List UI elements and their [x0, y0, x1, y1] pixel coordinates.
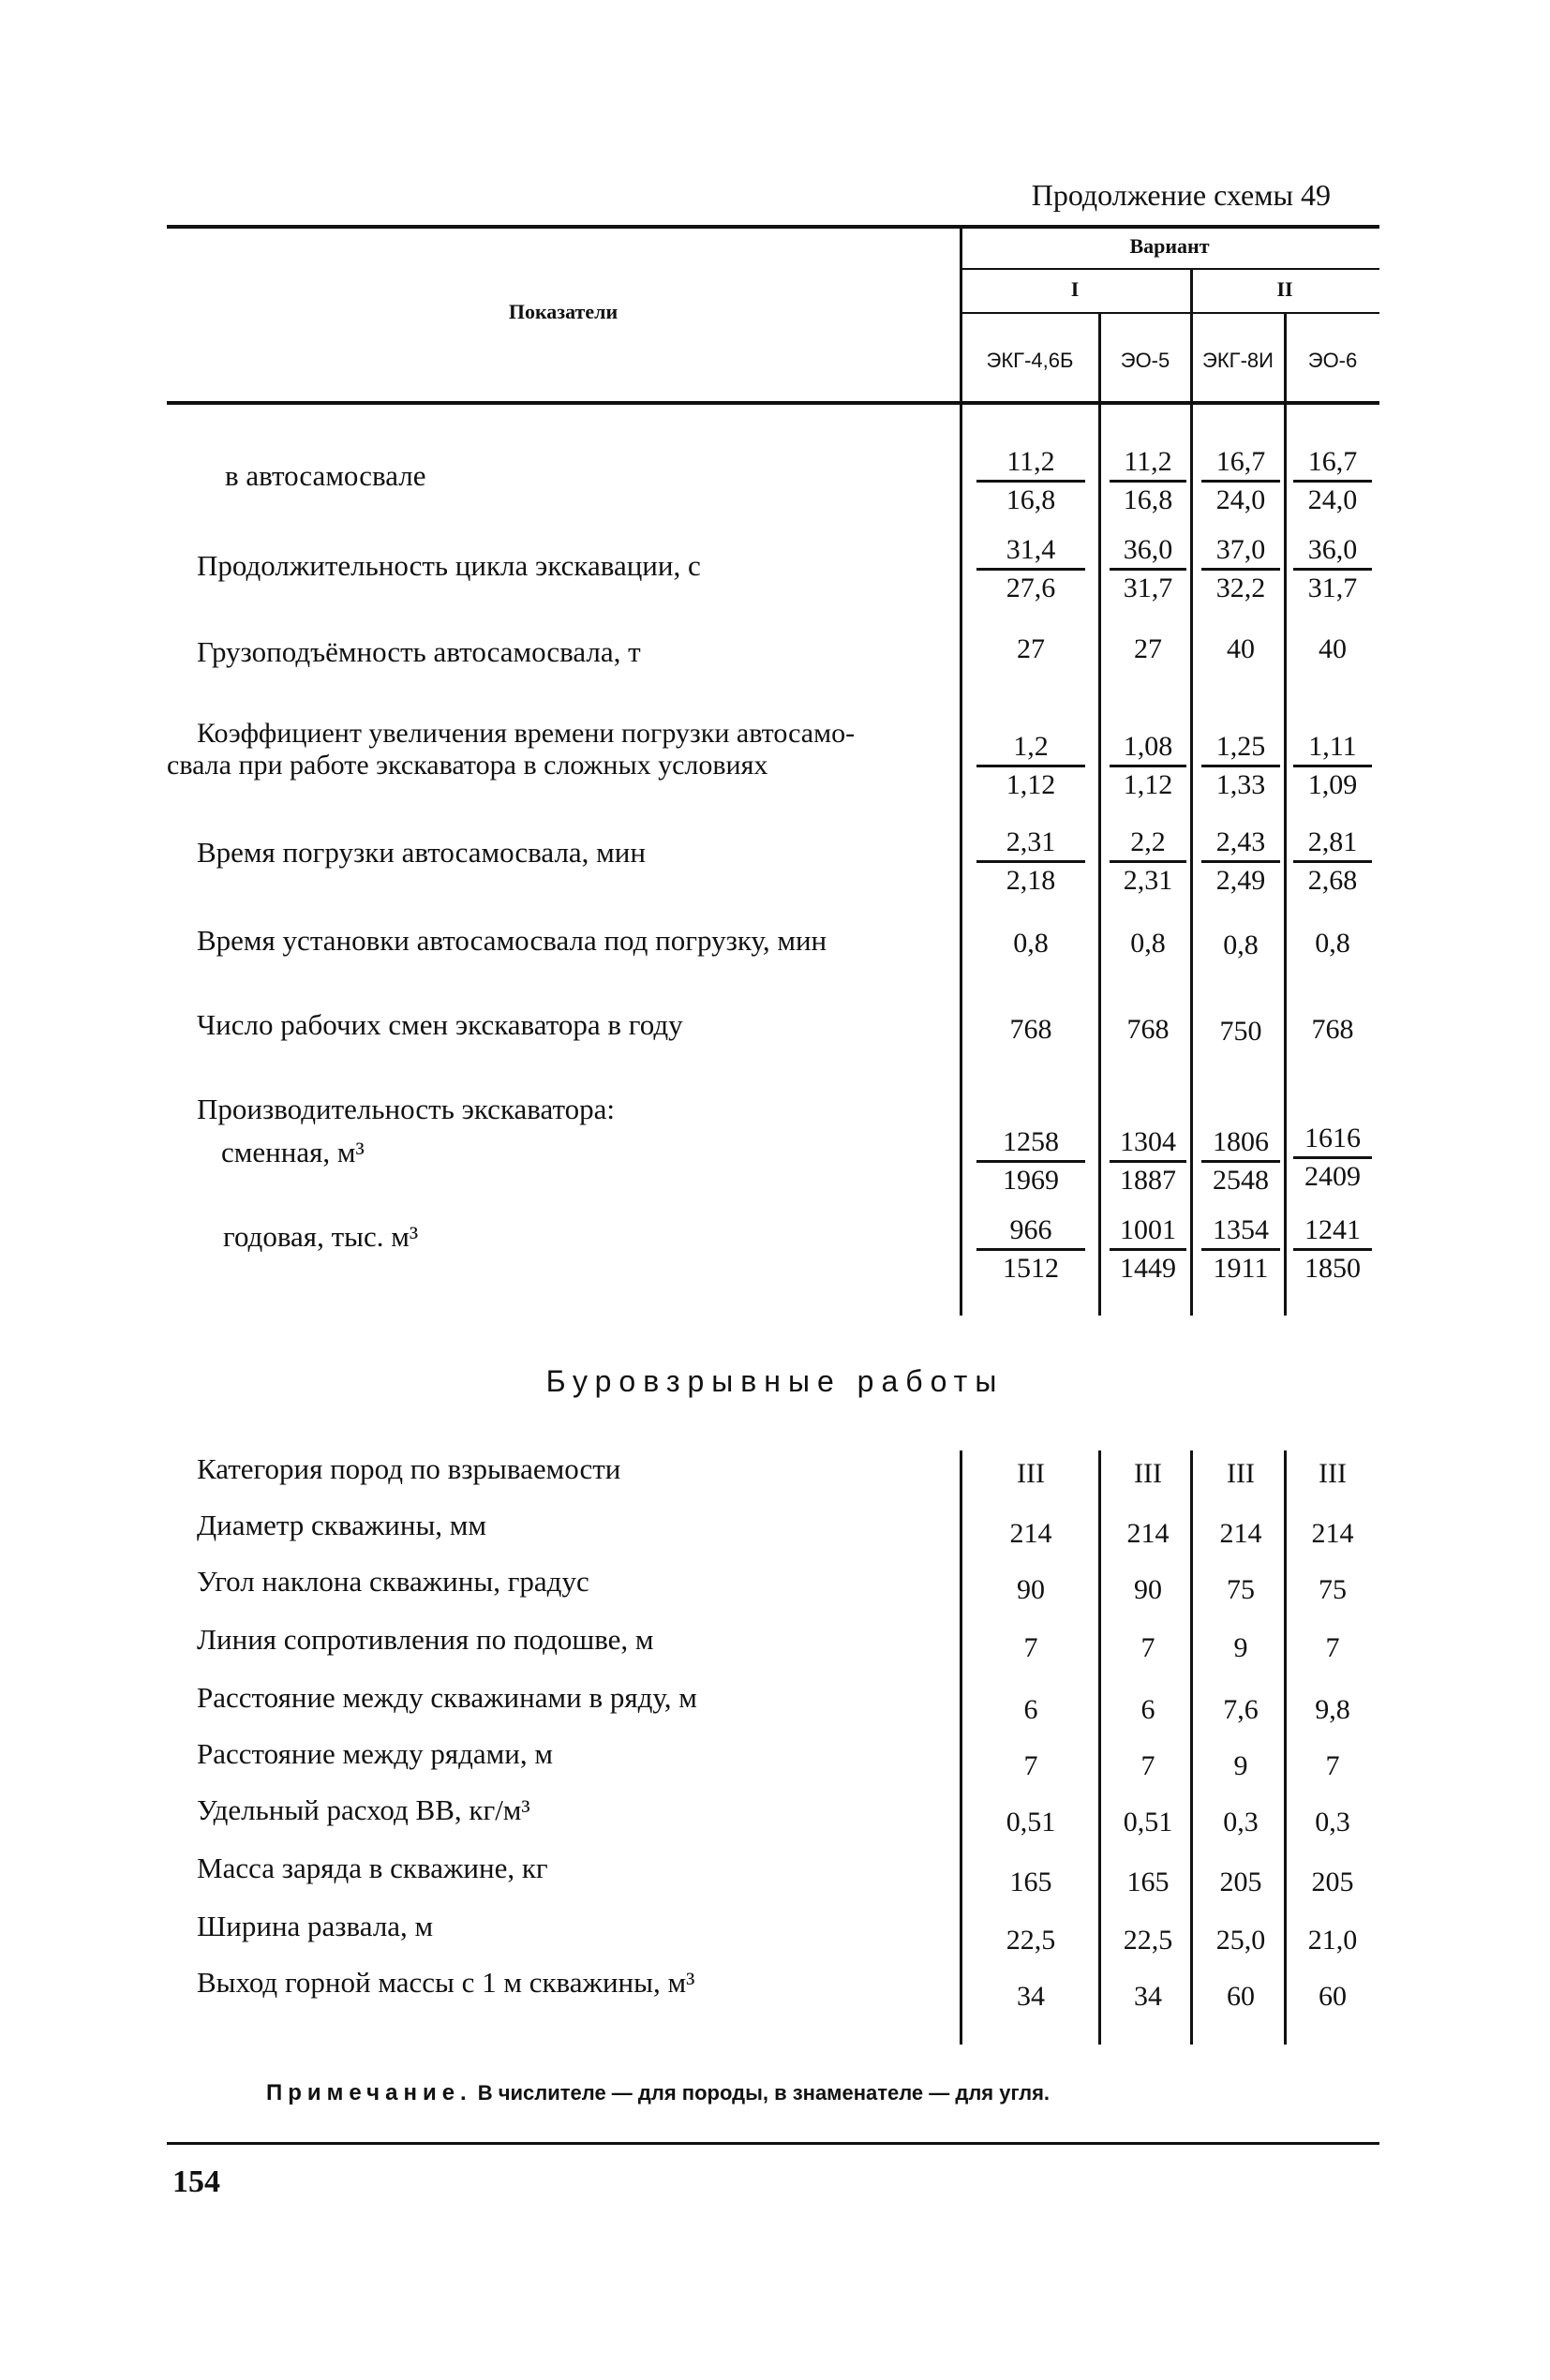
row-label: Ширина развала, м [197, 1910, 434, 1942]
header-variant: Вариант [1129, 234, 1210, 258]
value-cell: 40 [1227, 633, 1255, 664]
value-cell: 90 [1134, 1574, 1162, 1605]
value-cell: 60 [1227, 1981, 1255, 2012]
fraction-cell: 2,31 2,18 [971, 825, 1091, 899]
value-cell: 7 [1325, 1750, 1340, 1781]
fraction-cell: 36,0 31,7 [1104, 532, 1192, 606]
fraction-cell: 1001 1449 [1104, 1212, 1192, 1287]
value-cell: 75 [1319, 1574, 1347, 1605]
fraction-cell: 36,0 31,7 [1288, 532, 1378, 606]
header-variant-rule [960, 268, 1379, 270]
value-cell: 7 [1023, 1750, 1038, 1781]
header-bottom-rule [167, 401, 1379, 405]
value-cell: 214 [1009, 1518, 1052, 1549]
value-cell: III [1227, 1458, 1255, 1489]
fraction-cell: 31,4 27,6 [971, 532, 1091, 606]
value-cell: III [1134, 1458, 1162, 1489]
row-label: Время погрузки автосамосвала, мин [197, 836, 646, 869]
column-divider-1-b [960, 1450, 962, 2045]
header-excavator-3: ЭКГ-8И [1202, 349, 1274, 372]
column-divider-2 [1098, 312, 1101, 1316]
value-cell: 214 [1311, 1518, 1354, 1549]
value-cell: 6 [1140, 1694, 1155, 1725]
row-label: Расстояние между рядами, м [197, 1737, 553, 1770]
row-label: сменная, м³ [221, 1136, 365, 1168]
fraction-cell: 2,43 2,49 [1196, 825, 1286, 899]
page-number: 154 [172, 2164, 220, 2199]
header-top-rule [167, 225, 1379, 229]
value-cell: 60 [1319, 1981, 1347, 2012]
value-cell: 27 [1017, 633, 1045, 664]
value-cell: 7 [1140, 1750, 1155, 1781]
row-label: Время установки автосамосвала под погрузку, мин [197, 924, 827, 957]
fraction-cell: 1,11 1,09 [1288, 729, 1378, 803]
value-cell: 7 [1140, 1632, 1155, 1663]
value-cell: 0,8 [1013, 928, 1049, 959]
value-cell: 768 [1311, 1014, 1354, 1045]
fraction-cell: 966 1512 [971, 1212, 1091, 1287]
row-label: Выход горной массы с 1 м скважины, м³ [197, 1966, 695, 1999]
row-label: Продолжительность цикла экскавации, с [197, 549, 701, 582]
value-cell: 7,6 [1223, 1694, 1259, 1725]
row-label: Категория пород по взрываемости [197, 1452, 621, 1485]
fraction-cell: 1806 2548 [1196, 1124, 1286, 1198]
fraction-cell: 11,2 16,8 [1104, 444, 1192, 518]
fraction-cell: 1304 1887 [1104, 1124, 1192, 1198]
header-excavator-2: ЭО-5 [1120, 349, 1170, 372]
header-indicators: Показатели [508, 300, 619, 323]
header-excavator-4: ЭО-6 [1307, 349, 1358, 372]
value-cell: 90 [1017, 1574, 1045, 1605]
column-divider-2-b [1098, 1450, 1101, 2045]
column-divider-1 [960, 229, 962, 1316]
header-group-1: I [1070, 277, 1080, 301]
value-cell: 165 [1009, 1867, 1052, 1897]
fraction-cell: 11,2 16,8 [971, 444, 1091, 518]
row-label: в автосамосвале [225, 459, 426, 492]
value-cell: 768 [1009, 1014, 1052, 1045]
row-label-line-2: свала при работе экскаватора в сложных условиях [167, 750, 768, 781]
row-label: Производительность экскаватора: [197, 1093, 615, 1125]
value-cell: 768 [1126, 1014, 1170, 1045]
value-cell: III [1017, 1458, 1045, 1489]
value-cell: 22,5 [1006, 1925, 1056, 1956]
value-cell: III [1319, 1458, 1347, 1489]
value-cell: 0,8 [1315, 928, 1350, 959]
table-caption: Продолжение схемы 49 [1031, 178, 1331, 212]
value-cell: 165 [1126, 1867, 1170, 1897]
value-cell: 40 [1319, 633, 1347, 664]
fraction-cell: 1,2 1,12 [971, 729, 1091, 803]
value-cell: 9 [1233, 1750, 1248, 1781]
fraction-cell: 1354 1911 [1196, 1212, 1286, 1287]
value-cell: 34 [1017, 1981, 1045, 2012]
row-label: Число рабочих смен экскаватора в году [197, 1008, 683, 1041]
value-cell: 214 [1126, 1518, 1170, 1549]
value-cell: 9,8 [1315, 1694, 1350, 1725]
fraction-cell: 1616 2409 [1288, 1121, 1378, 1195]
footer-rule [167, 2142, 1379, 2145]
value-cell: 0,51 [1123, 1807, 1173, 1837]
row-label: Расстояние между скважинами в ряду, м [197, 1681, 697, 1714]
value-cell: 25,0 [1215, 1925, 1266, 1956]
header-group-rule [960, 312, 1379, 314]
value-cell: 0,3 [1315, 1807, 1350, 1837]
fraction-cell: 37,0 32,2 [1196, 532, 1286, 606]
fraction-cell: 2,2 2,31 [1104, 825, 1192, 899]
value-cell: 0,51 [1006, 1807, 1056, 1837]
row-label: Грузоподъёмность автосамосвала, т [197, 635, 641, 668]
value-cell: 750 [1219, 1016, 1262, 1047]
value-cell: 0,8 [1130, 928, 1166, 959]
fraction-cell: 1241 1850 [1288, 1212, 1378, 1287]
row-label-line-1: Коэффициент увеличения времени погрузки автосамо- [197, 718, 856, 749]
value-cell: 7 [1325, 1632, 1340, 1663]
value-cell: 9 [1233, 1632, 1248, 1663]
fraction-cell: 1258 1969 [971, 1124, 1091, 1198]
note-text: В числителе — для породы, в знаменателе — для угля. [477, 2081, 1051, 2105]
row-label: Угол наклона скважины, градус [197, 1565, 589, 1598]
note [266, 2080, 1050, 2106]
value-cell: 214 [1219, 1518, 1262, 1549]
section-title: Буровзрывные работы [545, 1364, 1005, 1398]
row-label: годовая, тыс. м³ [223, 1220, 419, 1253]
fraction-cell: 2,81 2,68 [1288, 825, 1378, 899]
value-cell: 205 [1311, 1867, 1354, 1897]
header-group-2: II [1276, 277, 1293, 301]
fraction-cell: 1,08 1,12 [1104, 729, 1192, 803]
value-cell: 27 [1134, 633, 1162, 664]
row-label: Диаметр скважины, мм [197, 1509, 487, 1541]
value-cell: 6 [1023, 1694, 1038, 1725]
value-cell: 7 [1023, 1632, 1038, 1663]
value-cell: 205 [1219, 1867, 1262, 1897]
header-excavator-1: ЭКГ-4,6Б [986, 349, 1074, 372]
value-cell: 75 [1227, 1574, 1255, 1605]
value-cell: 0,3 [1223, 1807, 1259, 1837]
row-label: Линия сопротивления по подошве, м [197, 1623, 654, 1656]
fraction-cell: 16,7 24,0 [1196, 444, 1286, 518]
value-cell: 0,8 [1223, 930, 1259, 960]
value-cell: 34 [1134, 1981, 1162, 2012]
row-label: Масса заряда в скважине, кг [197, 1852, 548, 1884]
fraction-cell: 16,7 24,0 [1288, 444, 1378, 518]
value-cell: 22,5 [1123, 1925, 1173, 1956]
fraction-cell: 1,25 1,33 [1196, 729, 1286, 803]
value-cell: 21,0 [1307, 1925, 1358, 1956]
row-label: Удельный расход ВВ, кг/м³ [197, 1793, 530, 1826]
note-label: Примечание. [266, 2080, 472, 2105]
